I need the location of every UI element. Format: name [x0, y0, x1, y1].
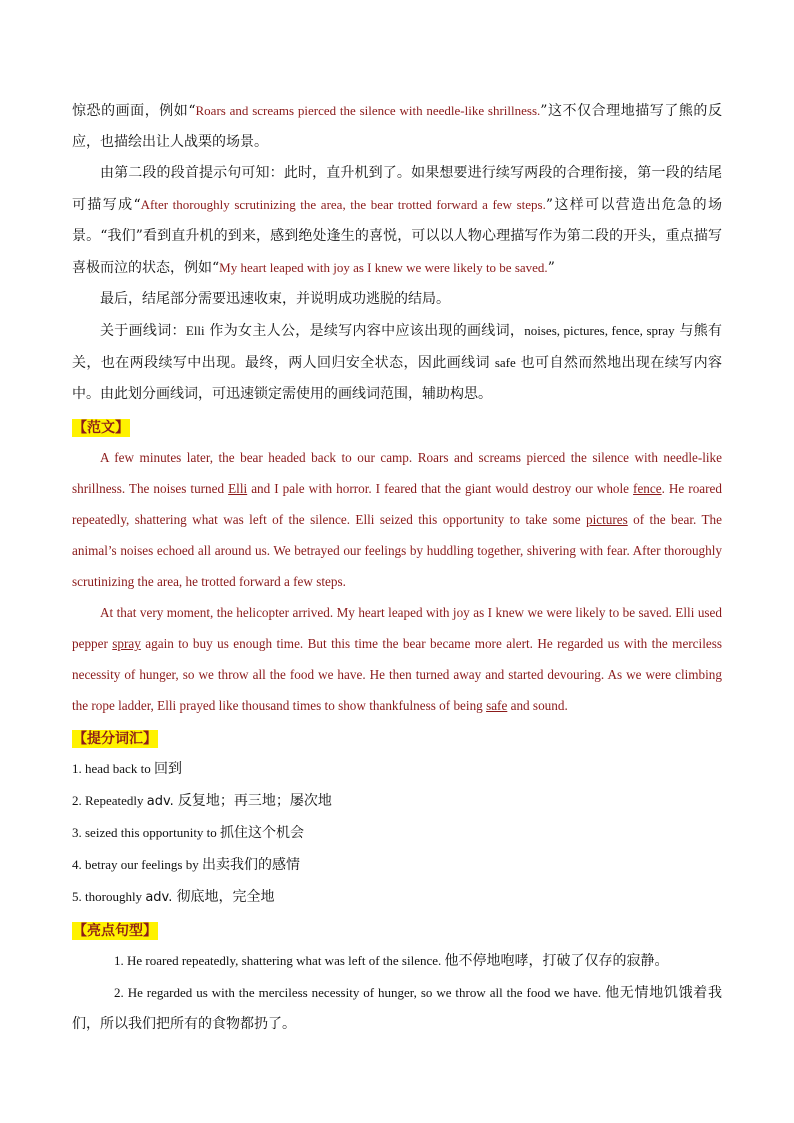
item-number: 4. [72, 857, 85, 872]
vocab-meaning: 出卖我们的感情 [201, 857, 300, 873]
item-number: 2. [72, 793, 85, 808]
analysis-paragraph-3: 最后，结尾部分需要迅速收束，并说明成功逃脱的结局。 [100, 291, 450, 307]
text: of the bear. The animal’s noises echoed all around us. We betrayed our feelings by huddling together, shivering with fear. After thoroughly scrutinizing the area, he trotted forward a few steps. [72, 512, 723, 589]
underlined-word: spray [112, 636, 141, 651]
vocab-item [72, 881, 722, 913]
part-of-speech: adv. [146, 794, 178, 809]
vocab-item [72, 849, 722, 881]
heading-label: 【提分词汇】 [73, 731, 157, 747]
sentence-item [72, 945, 722, 977]
essay-paragraph-2 [72, 597, 722, 721]
text: ”这不仅合理地描写了熊的反应，也描绘出让人战栗的场景。 [72, 103, 722, 150]
sentence-english: 2. He regarded us with the merciless necessity of hunger, so we throw all the food we have. [114, 985, 606, 1000]
text: 惊恐的画面，例如“ [72, 103, 196, 119]
analysis-paragraph-4 [72, 315, 722, 410]
vocab-meaning: 彻底地，完全地 [176, 889, 275, 905]
sentence-chinese: 他不停地咆哮，打破了仅存的寂静。 [444, 953, 669, 969]
analysis-paragraph-2 [72, 158, 722, 284]
term: safe [494, 355, 516, 370]
term: noises, pictures, fence, spray [524, 323, 675, 338]
page-content [72, 95, 722, 1040]
part-of-speech: adv. [145, 890, 177, 905]
text: ” [547, 260, 555, 276]
text: 也可自然而然地出现在续写内容中。由此划分画线词，可迅速锁定需使用的画线词范围，辅助构思。 [72, 355, 722, 402]
vocab-term: Repeatedly [85, 793, 147, 808]
analysis-paragraph-1 [72, 95, 722, 158]
essay-paragraph-1 [72, 442, 722, 597]
term: Elli [185, 323, 205, 338]
text: 与熊有关，也在两段续写中出现。最终，两人回归安全状态，因此画线词 [72, 323, 723, 371]
text: 由第二段的段首提示句可知：此时，直升机到了。如果想要进行续写两段的合理衔接，第一段的结尾可描写成“ [72, 165, 722, 213]
text: . He roared repeatedly, shattering what was left of the silence. Elli seized this opportunity to take some [72, 481, 722, 527]
item-number: 1. [72, 761, 85, 776]
section-heading-model-essay [72, 411, 722, 442]
sentence-english: 1. He roared repeatedly, shattering what was left of the silence. [114, 953, 445, 968]
text: and I pale with horror. I feared that the giant would destroy our whole [247, 481, 634, 496]
underlined-word: fence [633, 481, 662, 496]
underlined-word: safe [486, 698, 508, 713]
text: again to buy us enough time. But this time the bear became more alert. He regarded us with the merciless necessity of hunger, so we throw all the food we have. He then turned away and started devouring. As we were climbing the rope ladder, Elli prayed like thousand times to show thankfulness of being [72, 636, 722, 713]
vocab-meaning: 抓住这个机会 [220, 825, 305, 841]
section-heading-highlight-sentences [72, 914, 722, 945]
vocab-term: betray our feelings by [85, 857, 202, 872]
vocab-item [72, 785, 722, 817]
vocab-term: seized this opportunity to [85, 825, 221, 840]
item-number: 5. [72, 889, 85, 904]
text: 作为女主人公，是续写内容中应该出现的画线词， [204, 323, 525, 339]
text: At that very moment, the helicopter arrived. My heart leaped with joy as I knew we were likely to be saved. Elli used pepper [72, 605, 722, 651]
section-heading-vocabulary [72, 722, 722, 753]
vocab-term: head back to [85, 761, 154, 776]
vocabulary-list [72, 753, 722, 913]
quote: My heart leaped with joy as I knew we were likely to be saved. [219, 260, 548, 275]
heading-label: 【亮点句型】 [73, 923, 157, 939]
heading-label: 【范文】 [73, 420, 129, 436]
sentence-item [72, 977, 722, 1040]
vocab-item [72, 817, 722, 849]
sentence-chinese: 他无情地饥饿着我们，所以我们把所有的食物都扔了。 [72, 985, 723, 1032]
text: and sound. [507, 698, 568, 713]
quote: After thoroughly scrutinizing the area, the bear trotted forward a few steps. [140, 197, 546, 212]
text: 关于画线词： [100, 323, 186, 339]
vocab-term: thoroughly [85, 889, 146, 904]
text: A few minutes later, the bear headed back to our camp. Roars and screams pierced the silence with needle-like shrillness. The noises turned [72, 450, 722, 496]
quote: Roars and screams pierced the silence with needle-like shrillness. [195, 103, 541, 118]
vocab-meaning: 反复地；再三地；屡次地 [177, 793, 332, 809]
vocab-item [72, 753, 722, 785]
model-essay [72, 442, 722, 721]
underlined-word: Elli [228, 481, 248, 496]
underlined-word: pictures [585, 512, 628, 527]
highlight-sentences [72, 945, 722, 1040]
text: ”这样可以营造出危急的场景。“我们”看到直升机的到来，感到绝处逢生的喜悦，可以以人物心理描写作为第二段的开头，重点描写喜极而泣的状态，例如“ [72, 197, 722, 276]
vocab-meaning: 回到 [153, 761, 182, 777]
item-number: 3. [72, 825, 85, 840]
